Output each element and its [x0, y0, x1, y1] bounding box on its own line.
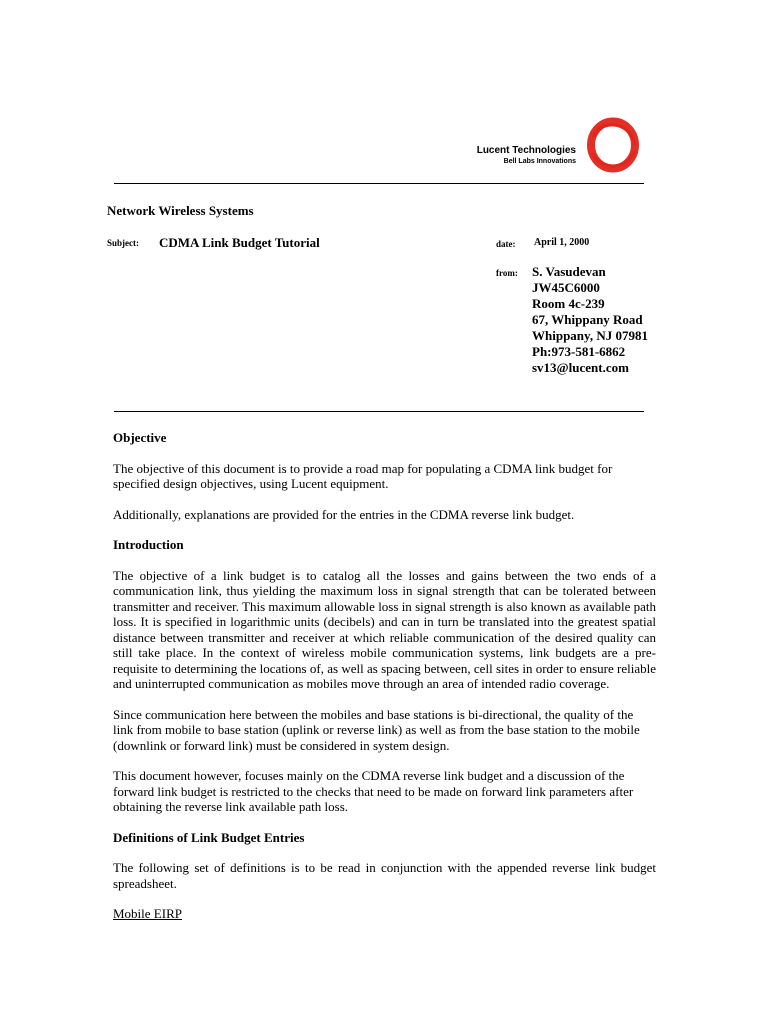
definitions-heading: Definitions of Link Budget Entries	[113, 829, 305, 845]
sender-address	[532, 264, 648, 376]
company-name: Lucent Technologies	[476, 145, 576, 156]
header-divider	[114, 183, 644, 184]
sender-location-code: JW45C6000	[532, 280, 600, 295]
sender-email: sv13@lucent.com	[532, 360, 629, 375]
introduction-paragraph-1: The objective of a link budget is to catalog all the losses and gains between the two ends of a communication link, thus yielding the maximum loss in signal strength that can be tolerated between transmitter and receiver. This maximum allowable loss in signal strength is also known as available path loss. It is specified in logarithmic units (decibels) and can in turn be translated into the greatest spatial distance between transmitter and receiver at which reliable communication of the desired quality can still take place. In the context of wireless mobile communication systems, link budgets are a pre-requisite to determining the locations of, as well as spacing between, cell sites in order to ensure reliable and uninterrupted communication as mobiles move through an area of intended radio coverage.	[113, 567, 656, 691]
from-label: from:	[496, 268, 518, 278]
body-divider	[114, 411, 644, 412]
introduction-paragraph-3: This document however, focuses mainly on the CDMA reverse link budget and a discussion of the forward link budget is restricted to the checks that need to be made on forward link parameters after obtaining the reverse link available path loss.	[113, 768, 634, 814]
letterhead-brand	[468, 145, 576, 167]
sender-room: Room 4c-239	[532, 296, 605, 311]
subject-value: CDMA Link Budget Tutorial	[159, 235, 320, 250]
sender-city: Whippany, NJ 07981	[532, 328, 648, 343]
objective-heading: Objective	[113, 430, 167, 445]
sender-phone: Ph:973-581-6862	[532, 344, 626, 359]
objective-paragraph-2: Additionally, explanations are provided for the entries in the CDMA reverse link budget.	[113, 506, 575, 522]
introduction-heading: Introduction	[113, 537, 184, 552]
sender-name: S. Vasudevan	[532, 264, 606, 279]
definitions-paragraph-1: The following set of definitions is to be read in conjunction with the appended reverse link budget spreadsheet.	[113, 860, 656, 891]
sender-street: 67, Whippany Road	[532, 312, 643, 327]
organization-name: Network Wireless Systems	[107, 203, 254, 218]
objective-paragraph-1: The objective of this document is to provide a road map for populating a CDMA link budget for specified design objectives, using Lucent equipment.	[113, 460, 613, 491]
introduction-paragraph-2: Since communication here between the mobiles and base stations is bi-directional, the quality of the link from mobile to base station (uplink or reverse link) as well as from the base station to the mobile (downlink or forward link) must be considered in system design.	[113, 706, 640, 753]
date-value: April 1, 2000	[534, 237, 590, 248]
subject-label: Subject:	[107, 238, 139, 248]
memo-body	[113, 430, 656, 937]
mobile-eirp-subheading: Mobile EIRP	[113, 906, 182, 921]
company-tagline: Bell Labs Innovations	[503, 158, 576, 165]
lucent-logo-icon	[585, 116, 641, 174]
date-label: date:	[496, 239, 516, 249]
